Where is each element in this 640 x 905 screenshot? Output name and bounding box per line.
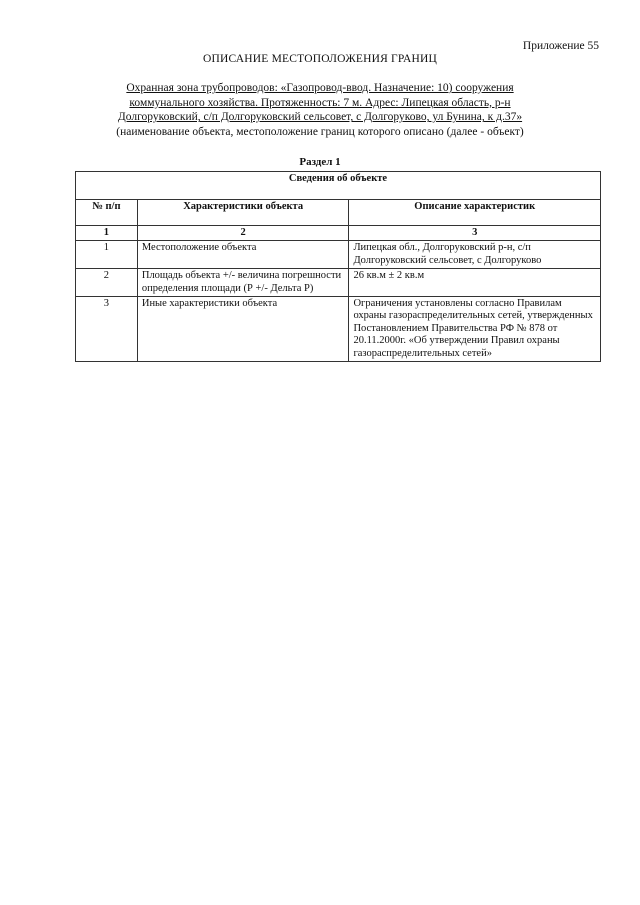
appendix-label: Приложение 55: [522, 40, 599, 52]
table-caption-row: [76, 172, 601, 200]
object-note: (наименование объекта, местоположение границ которого описано (далее - объект): [116, 125, 524, 138]
row-description: Липецкая обл., Долгоруковский р-н, с/п Долгоруковский сельсовет, с Долгоруково: [349, 241, 601, 269]
row-description: 26 кв.м ± 2 кв.м: [349, 269, 601, 297]
row-number: 2: [76, 269, 138, 297]
column-number: 3: [349, 226, 601, 241]
column-number: 2: [137, 226, 349, 241]
document-title: ОПИСАНИЕ МЕСТОПОЛОЖЕНИЯ ГРАНИЦ: [202, 53, 438, 65]
column-number-row: [76, 226, 601, 241]
row-number: 1: [76, 241, 138, 269]
column-header-characteristic: Характеристики объекта: [137, 200, 349, 226]
row-characteristic: Иные характеристики объекта: [137, 297, 349, 362]
section-title: Раздел 1: [299, 156, 341, 168]
column-number: 1: [76, 226, 138, 241]
table-row: [76, 297, 601, 362]
column-header-description: Описание характеристик: [349, 200, 601, 226]
table-caption: Сведения об объекте: [76, 172, 601, 200]
table-row: [76, 241, 601, 269]
table-header-row: [76, 200, 601, 226]
object-block: [100, 81, 540, 139]
row-description: Ограничения установлены согласно Правилам охраны газораспределительных сетей, утвержденных Постановлением Правительства РФ № 878 от 20.11.2000г. «Об утверждении Правил охраны газораспределительных сетей»: [349, 297, 601, 362]
table-row: [76, 269, 601, 297]
row-number: 3: [76, 297, 138, 362]
row-characteristic: Местоположение объекта: [137, 241, 349, 269]
row-characteristic: Площадь объекта +/- величина погрешности определения площади (Р +/- Дельта Р): [137, 269, 349, 297]
object-info-table: [75, 171, 601, 362]
object-description: Охранная зона трубопроводов: «Газопровод-ввод. Назначение: 10) сооружения коммунального хозяйства. Протяженность: 7 м. Адрес: Липецкая область, р-н Долгоруковский, с/п Долгоруковский сельсовет, с Долгоруково, ул Бунина, к д.37»: [117, 82, 523, 124]
column-header-number: № п/п: [76, 200, 138, 226]
